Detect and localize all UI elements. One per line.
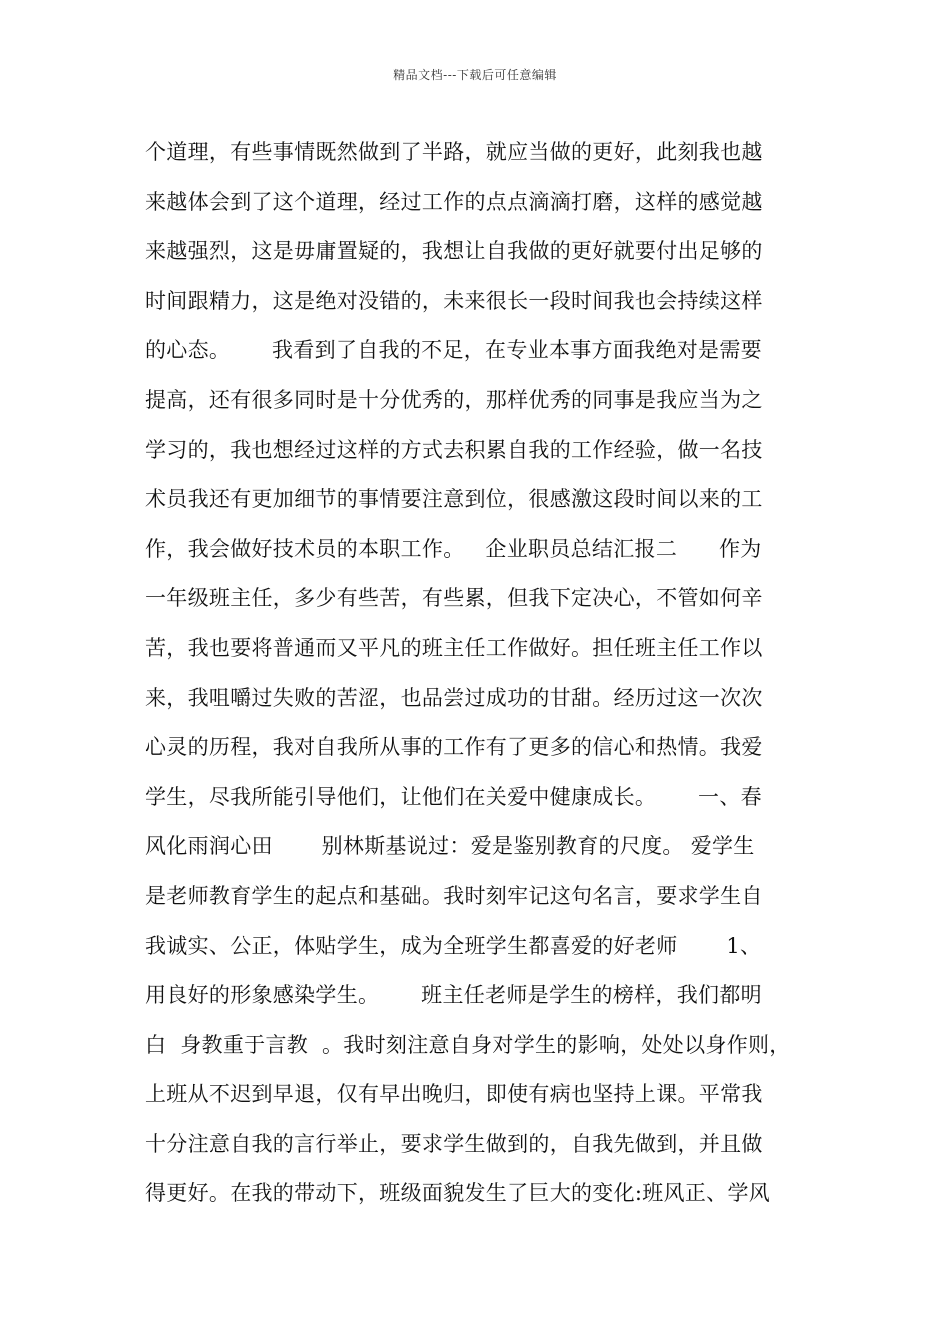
document-body [145,131,825,1222]
body-line: 的心态。 我看到了自我的不足，在专业本事方面我绝对是需要 [145,338,762,363]
body-line: 心灵的历程，我对自我所从事的工作有了更多的信心和热情。我爱 [145,735,763,760]
body-line: 提高，还有很多同时是十分优秀的，那样优秀的同事是我应当为之 [145,387,763,412]
body-line: 风化雨润心田 别林斯基说过：爱是鉴别教育的尺度。 爱学生 [145,834,755,859]
body-line: 学习的，我也想经过这样的方式去积累自我的工作经验，做一名技 [145,437,763,462]
body-line: 术员我还有更加细节的事情要注意到位，很感激这段时间以来的工 [145,487,763,512]
body-line: 作，我会做好技术员的本职工作。 企业职员总结汇报二 作为 [145,536,762,561]
body-line: 时间跟精力，这是绝对没错的，未来很长一段时间我也会持续这样 [145,288,763,313]
body-line: 是老师教育学生的起点和基础。我时刻牢记这句名言，要求学生自 [145,883,763,908]
body-line: 个道理，有些事情既然做到了半路，就应当做的更好，此刻我也越 [145,140,763,164]
body-line: 来，我咀嚼过失败的苦涩，也品尝过成功的甘甜。经历过这一次次 [145,685,763,710]
page-header: 精品文档---下载后可任意编辑 [393,68,557,82]
body-line: 一年级班主任，多少有些苦，有些累，但我下定决心，不管如何辛 [145,586,763,611]
body-line: 苦，我也要将普通而又平凡的班主任工作做好。担任班主任工作以 [145,635,763,660]
body-line: 来越强烈，这是毋庸置疑的，我想让自我做的更好就要付出足够的 [145,239,763,264]
body-line: 我诚实、公正，体贴学生，成为全班学生都喜爱的好老师 1、 [145,933,762,958]
body-line: 学生，尽我所能引导他们，让他们在关爱中健康成长。 一、春 [145,784,762,809]
body-line: 白 身教重于言教 。我时刻注意自身对学生的影响，处处以身作则， [145,1032,791,1057]
body-line: 用良好的形象感染学生。 班主任老师是学生的榜样，我们都明 [145,983,762,1008]
body-line: 来越体会到了这个道理，经过工作的点点滴滴打磨，这样的感觉越 [145,189,763,214]
body-line: 十分注意自我的言行举止，要求学生做到的，自我先做到，并且做 [145,1131,763,1156]
body-line: 上班从不迟到早退，仅有早出晚归，即使有病也坚持上课。平常我 [145,1082,763,1107]
body-line: 得更好。在我的带动下，班级面貌发生了巨大的变化:班风正、学风 [145,1181,771,1206]
